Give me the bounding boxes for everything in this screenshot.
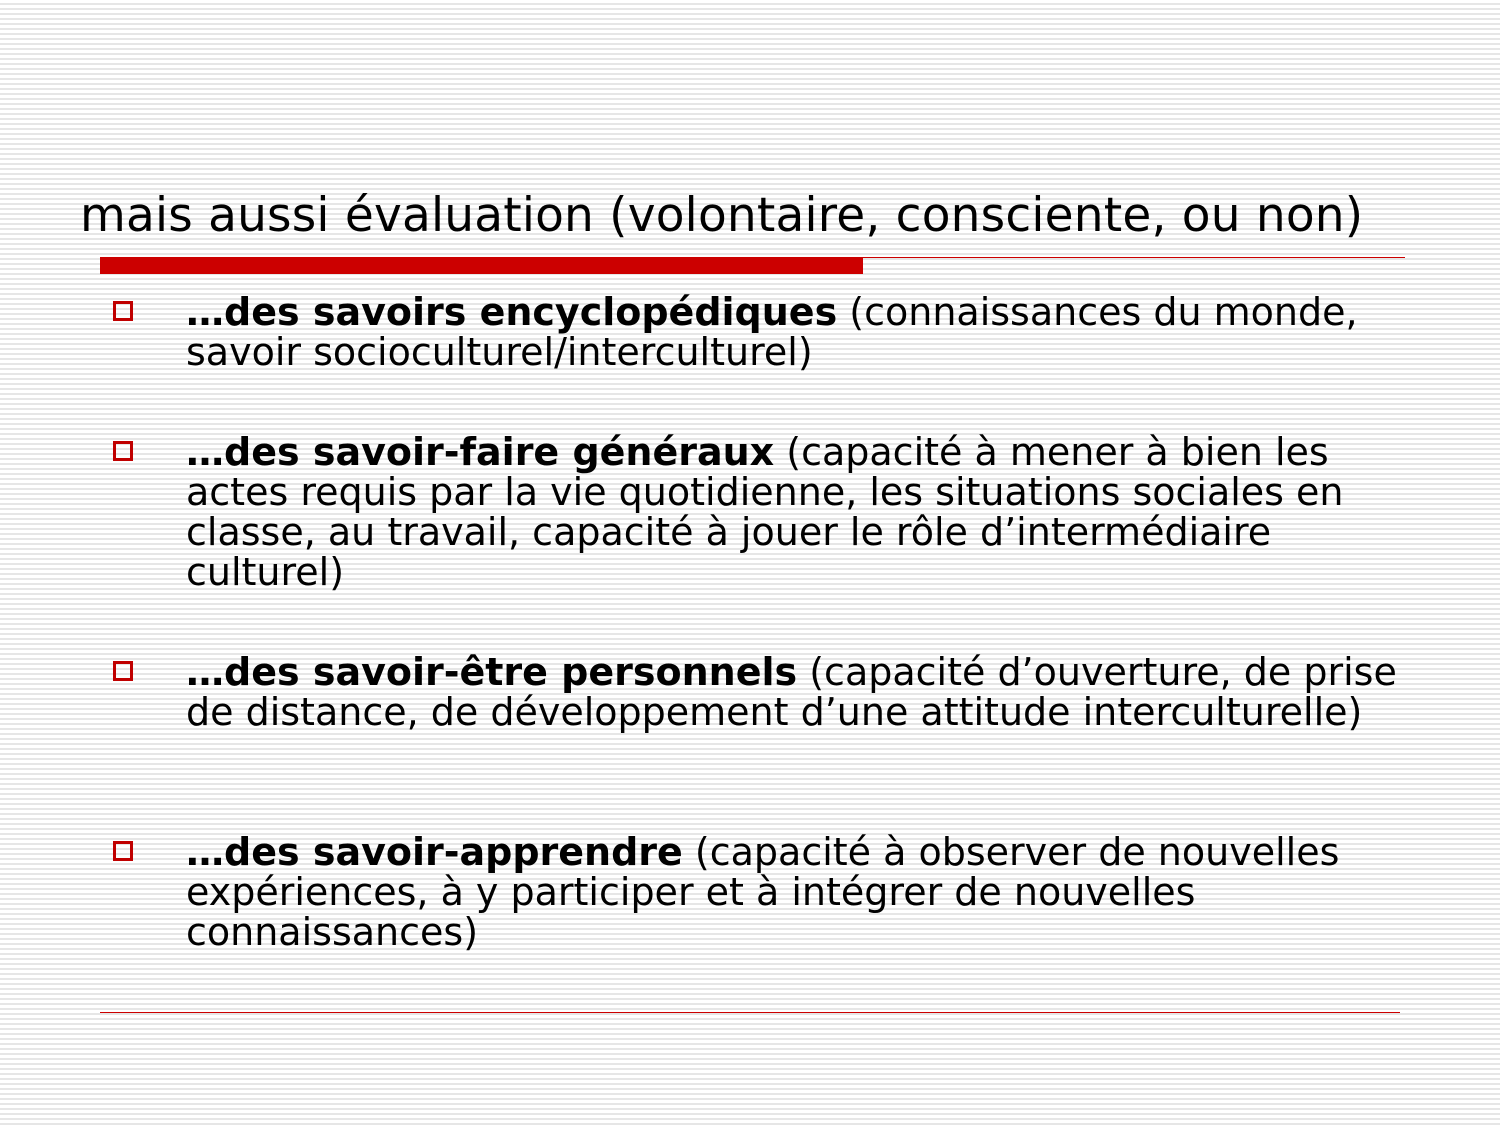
bullet-detail: (capacité d’ouverture, de prise de distance, de développement d’une attitude interculturelle): [186, 650, 1397, 734]
bullet-detail: (connaissances du monde, savoir socioculturel/interculturel): [186, 290, 1358, 374]
bullet-bold-lead: …des savoir-apprendre: [186, 830, 683, 874]
bullet-text: [186, 292, 1401, 372]
bullet-detail: (capacité à observer de nouvelles expériences, à y participer et à intégrer de nouvelles connaissances): [186, 830, 1340, 954]
bullet-detail: (capacité à mener à bien les actes requis par la vie quotidienne, les situations sociales en classe, au travail, capacité à jouer le rôle d’intermédiaire culturel): [186, 430, 1344, 594]
bullet-bold-lead: …des savoir-faire généraux: [186, 430, 775, 474]
slide-title: mais aussi évaluation (volontaire, consciente, ou non): [80, 188, 1364, 243]
bullet-text: [186, 432, 1401, 592]
bullet-bold-lead: …des savoir-être personnels: [186, 650, 798, 694]
hollow-square-bullet-icon: [113, 661, 133, 681]
hollow-square-bullet-icon: [113, 301, 133, 321]
bullet-text: [186, 652, 1401, 732]
bullet-bold-lead: …des savoirs encyclopédiques: [186, 290, 838, 334]
footer-rule: [100, 1012, 1400, 1013]
hollow-square-bullet-icon: [113, 441, 133, 461]
hollow-square-bullet-icon: [113, 841, 133, 861]
bullet-text: [186, 832, 1401, 952]
